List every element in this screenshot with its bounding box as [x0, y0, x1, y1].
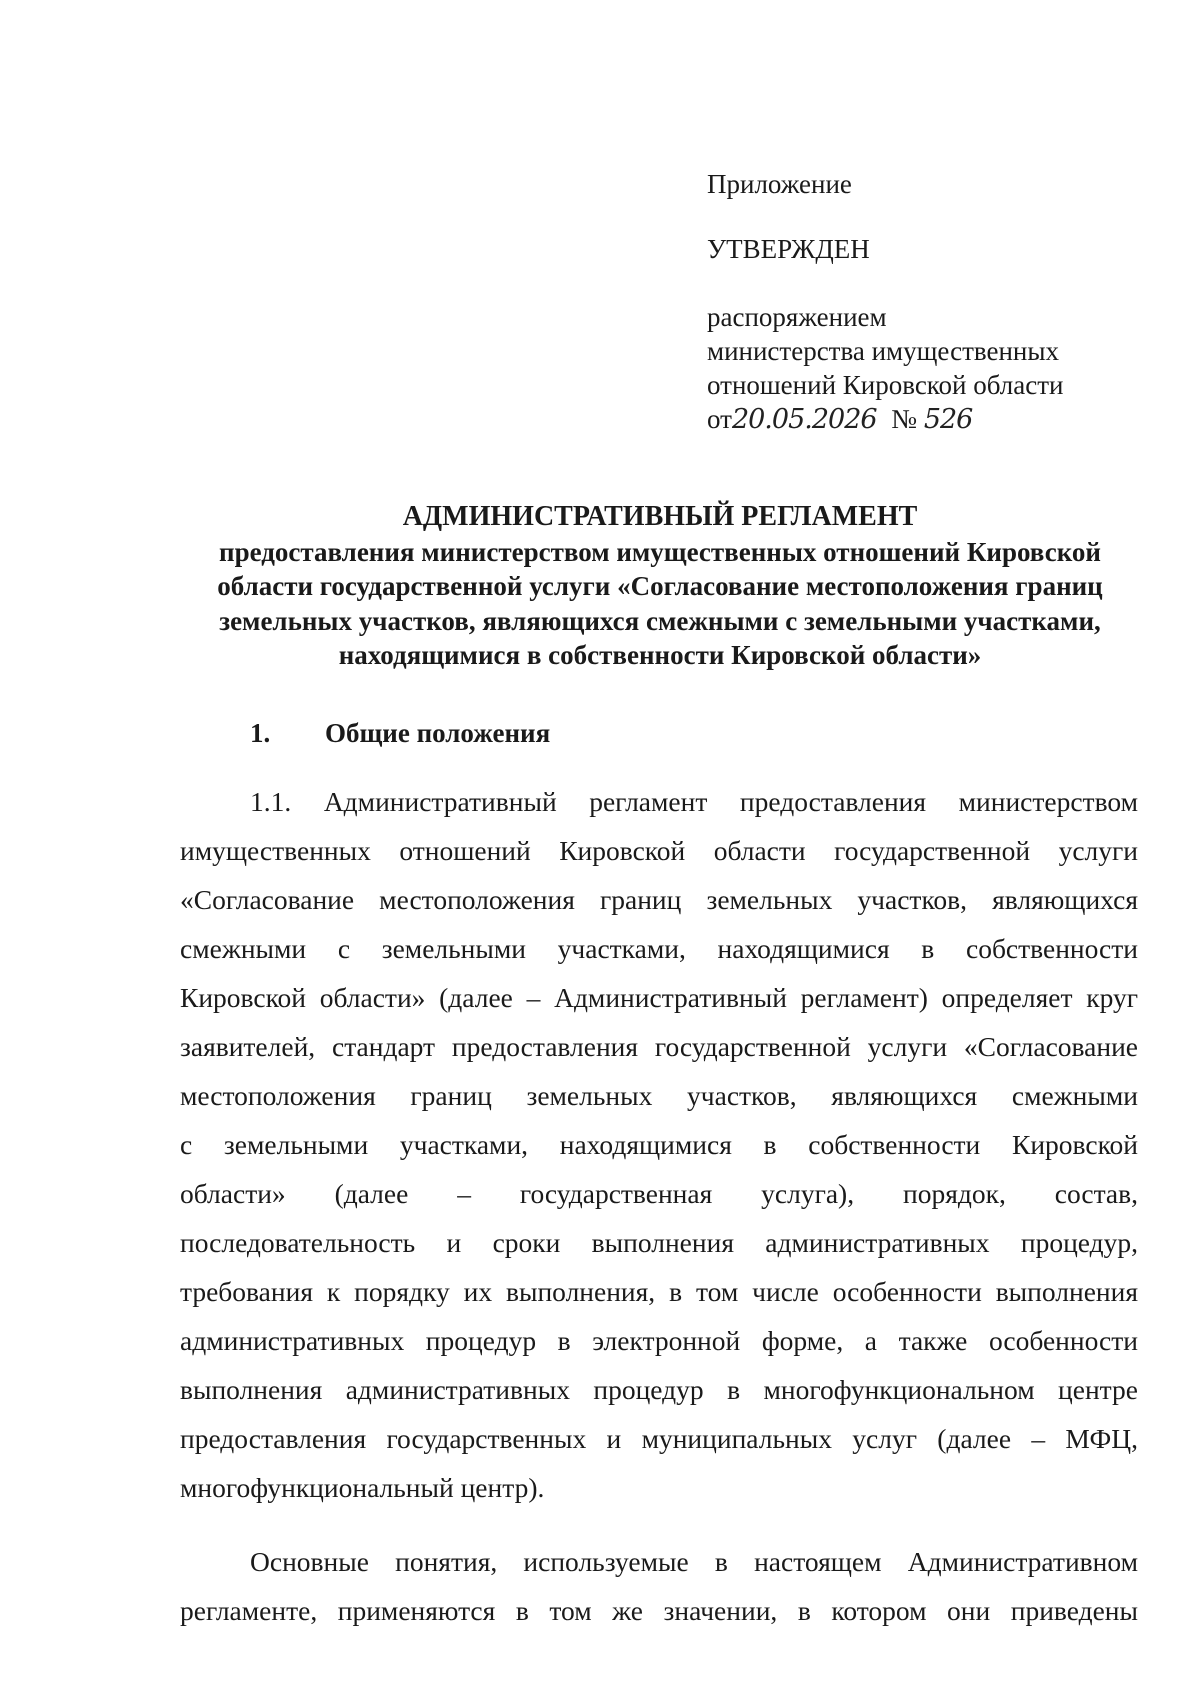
body-line: заявителей, стандарт предоставления государственной услуги «Согласование	[180, 1031, 1138, 1062]
handwritten-number: 526	[923, 404, 973, 435]
body-line: регламенте, применяются в том же значении, в котором они приведены	[180, 1595, 1138, 1626]
body-line: местоположения границ земельных участков, являющихся смежными	[180, 1080, 1138, 1111]
body-line: выполнения административных процедур в многофункциональном центре	[180, 1374, 1138, 1405]
title-line: находящимися в собственности Кировской области»	[338, 640, 982, 670]
handwritten-date: 20.05.2026	[731, 404, 877, 435]
approved-label: УТВЕРЖДЕН	[707, 234, 870, 264]
body-line: Кировской области» (далее – Административный регламент) определяет круг	[180, 982, 1138, 1013]
section-title: Общие положения	[325, 718, 551, 748]
body-line: с земельными участками, находящимися в собственности Кировской	[180, 1129, 1138, 1160]
order-line-2: министерства имущественных	[707, 336, 1059, 366]
section-heading	[250, 718, 550, 749]
body-line: требования к порядку их выполнения, в том числе особенности выполнения	[180, 1276, 1138, 1307]
order-date-line	[707, 402, 972, 437]
title-main: АДМИНИСТРАТИВНЫЙ РЕГЛАМЕНТ	[402, 501, 918, 532]
order-line-1: распоряжением	[707, 302, 887, 332]
title-line: предоставления министерством имущественных отношений Кировской	[219, 536, 1101, 567]
body-line: 1.1. Административный регламент предоставления министерством	[250, 786, 1138, 817]
title-line: области государственной услуги «Согласование местоположения границ	[217, 571, 1103, 601]
body-line: административных процедур в электронной форме, а также особенности	[180, 1325, 1138, 1356]
body-line: многофункциональный центр).	[180, 1472, 545, 1503]
body-line: Основные понятия, используемые в настоящем Административном	[250, 1546, 1138, 1577]
section-number: 1.	[250, 718, 271, 748]
order-line-3: отношений Кировской области	[707, 370, 1064, 400]
number-label: №	[891, 404, 918, 434]
body-line: предоставления государственных и муниципальных услуг (далее – МФЦ,	[180, 1423, 1138, 1454]
document-title	[150, 500, 1170, 673]
appendix-label: Приложение	[707, 169, 852, 199]
title-line: земельных участков, являющихся смежными с земельными участками,	[219, 605, 1101, 636]
body-line: последовательность и сроки выполнения административных процедур,	[180, 1227, 1138, 1258]
body-line: «Согласование местоположения границ земельных участков, являющихся	[180, 884, 1138, 915]
body-line: области» (далее – государственная услуга), порядок, состав,	[180, 1178, 1138, 1209]
body-line: смежными с земельными участками, находящимися в собственности	[180, 933, 1138, 964]
date-prefix: от	[707, 404, 732, 434]
body-line: имущественных отношений Кировской области государственной услуги	[180, 835, 1138, 866]
